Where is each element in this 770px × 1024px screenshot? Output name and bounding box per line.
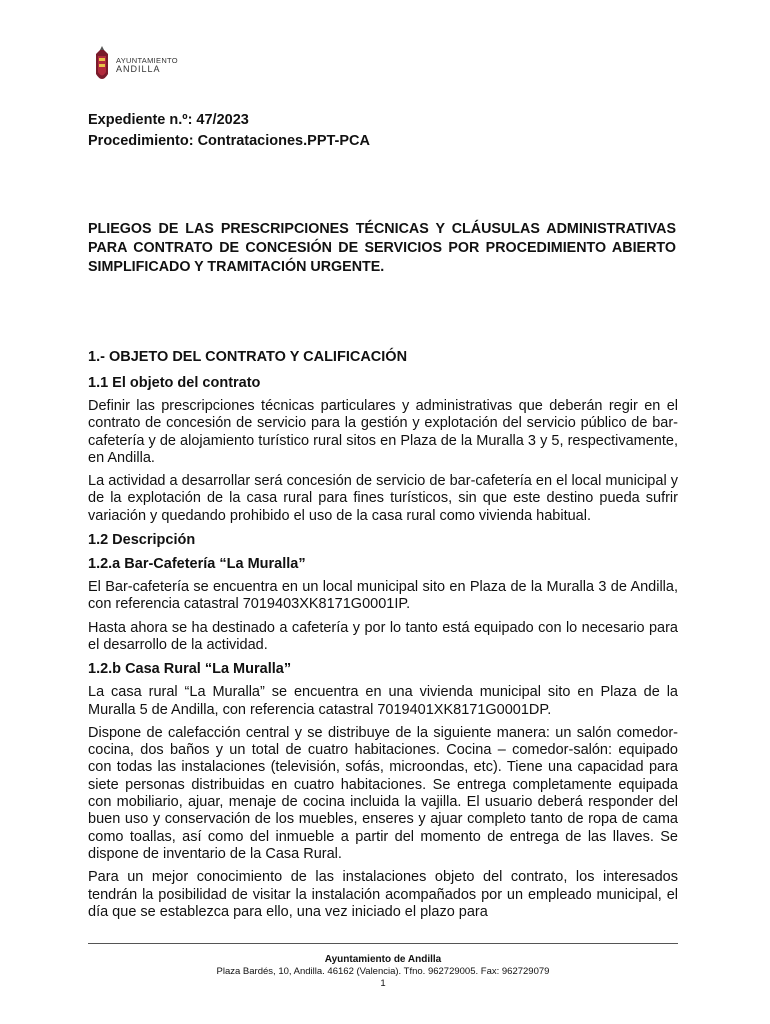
subsection-heading: 1.2.b Casa Rural “La Muralla” xyxy=(88,661,292,678)
subsection-heading: 1.1 El objeto del contrato xyxy=(88,375,261,391)
logo-line1: AYUNTAMIENTO xyxy=(116,56,178,65)
footer-org: Ayuntamiento de Andilla xyxy=(324,954,442,965)
subsection-heading: 1.2 Descripción xyxy=(88,532,196,549)
document-title: PLIEGOS DE LAS PRESCRIPCIONES TÉCNICAS Y CLÁUSULAS ADMINISTRATIVAS PARA CONTRATO DE CONCESIÓN DE SERVICIOS POR PROCEDIMIENTO ABIERTO SIMPLIFICADO Y TRAMITACIÓN URGENTE. xyxy=(88,221,676,275)
procedure: Procedimiento: Contrataciones.PPT-PCA xyxy=(88,133,370,149)
paragraph: El Bar-cafetería se encuentra en un local municipal sito en Plaza de la Muralla 3 de Andilla, con referencia catastral 7019403XK8171G0001IP. xyxy=(88,579,678,613)
page-number: 1 xyxy=(380,978,386,989)
logo-wordmark xyxy=(116,56,178,74)
logo-line2: ANDILLA xyxy=(116,64,161,74)
subsection-heading: 1.2.a Bar-Cafetería “La Muralla” xyxy=(88,556,306,573)
paragraph: Definir las prescripciones técnicas particulares y administrativas que deberán regir en el contrato de concesión de servicio para la gestión y explotación del servicio público de bar-cafetería y de alojamiento turístico rural sitos en Plaza de la Muralla 3 y 5, respectivamente, en Andilla. xyxy=(88,398,678,466)
page-footer xyxy=(88,954,678,990)
paragraph: Dispone de calefacción central y se distribuye de la siguiente manera: un salón comedor-cocina, dos baños y un total de cuatro habitaciones. Cocina – comedor-salón: equipado con todas las instalaciones (televisión, sofás, microondas, etc). Tiene una capacidad para siete personas distribuidas en cuatro habitaciones. Se entrega completamente equipada con mobiliario, ajuar, menaje de cocina incluida la vajilla. El usuario deberá responder del buen uso y conservación de los muebles, enseres y ajuar completo tanto de ropa de cama como toallas, así como del inmueble a partir del momento de entrega de las llaves. Se dispone de inventario de la Casa Rural. xyxy=(88,724,678,862)
document-body xyxy=(88,348,678,927)
section-heading: 1.- OBJETO DEL CONTRATO Y CALIFICACIÓN xyxy=(88,349,408,365)
paragraph: La actividad a desarrollar será concesión de servicio de bar-cafetería en el local municipal y de la explotación de la casa rural para fines turísticos, sin que este destino pueda sufrir variación y quedando prohibido el uso de la casa rural como vivienda habitual. xyxy=(88,473,678,524)
file-header xyxy=(88,110,370,152)
paragraph: Para un mejor conocimiento de las instalaciones objeto del contrato, los interesados tendrán la posibilidad de visitar la instalación acompañados por un empleado municipal, el día que se establezca para ello, una vez iniciado el plazo para xyxy=(88,869,678,920)
paragraph: La casa rural “La Muralla” se encuentra en una vivienda municipal sito en Plaza de la Muralla 5 de Andilla, con referencia catastral 7019401XK8171G0001DP. xyxy=(88,684,678,718)
file-number: Expediente n.º: 47/2023 xyxy=(88,112,249,128)
footer-divider xyxy=(88,943,678,944)
paragraph: Hasta ahora se ha destinado a cafetería y por lo tanto está equipado con lo necesario para el desarrollo de la actividad. xyxy=(88,619,678,653)
footer-address: Plaza Bardés, 10, Andilla. 46162 (Valencia). Tfno. 962729005. Fax: 962729079 xyxy=(216,966,550,977)
